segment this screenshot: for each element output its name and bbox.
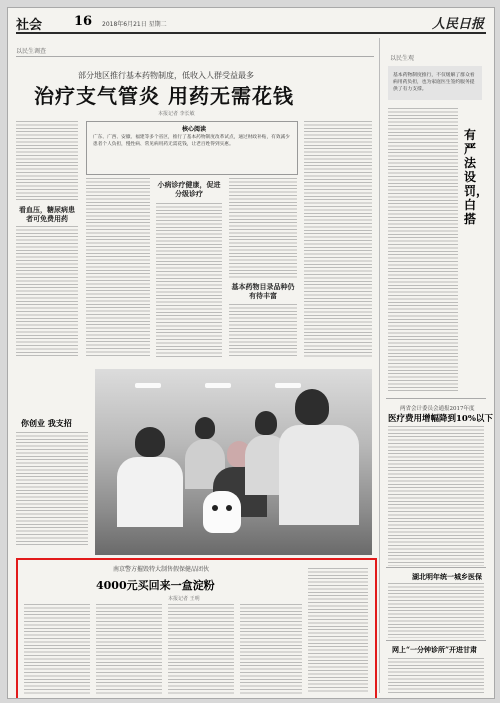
body-text <box>304 121 372 358</box>
left-column-tag: 以民生调查 <box>16 48 47 55</box>
section-head: 小病诊疗健康，促进分级诊疗 <box>157 180 221 198</box>
core-reading-text: 广东、广西、安徽、福建等多个省区，推行了基本药物制度改革试点，通过财政补贴，有效减少患者个人负担，慢性病、常见病用药无需花钱，让老百姓得到实惠。 <box>93 135 290 147</box>
divider <box>386 567 486 568</box>
column-divider <box>379 38 380 693</box>
body-text <box>156 203 222 358</box>
section-head: 基本药物目录品种仍有待丰富 <box>231 282 295 300</box>
person <box>255 411 277 435</box>
body-text <box>388 108 458 393</box>
divider <box>16 56 374 57</box>
body-text <box>16 432 88 547</box>
person <box>117 457 183 527</box>
article-headline: 治疗支气管炎 用药无需花钱 <box>34 84 294 108</box>
divider <box>386 640 486 641</box>
news-headline: 医疗费用增幅降到10%以下 <box>388 414 493 424</box>
body-text <box>240 604 302 694</box>
issue-date: 2018年6月21日 星期二 <box>102 21 167 28</box>
section-name: 社会 <box>16 18 43 33</box>
highlighted-article[interactable] <box>16 558 377 699</box>
article-byline: 本报记者 李长敏 <box>158 111 195 117</box>
body-text <box>388 583 484 638</box>
news-headline: 湖北明年统一城乡医保 <box>412 572 482 581</box>
body-text <box>168 604 234 694</box>
page-number: 16 <box>74 14 93 29</box>
body-text <box>24 604 90 694</box>
news-photo <box>95 369 372 555</box>
highlighted-article-headline: 4000元买回来一盒淀粉 <box>96 579 215 592</box>
article-subhead: 部分地区推行基本药物制度，低收入人群受益最多 <box>78 71 254 80</box>
news-headline: 网上“一分钟诊所”开进甘肃 <box>392 645 478 654</box>
section-head: 你创业 我支招 <box>21 418 72 428</box>
robot-eye <box>212 505 218 511</box>
highlighted-article-byline: 本报记者 王明 <box>168 596 200 602</box>
person <box>279 425 359 525</box>
newspaper-page <box>7 7 495 699</box>
news-subhead: 两省会计委员会通报2017年度 <box>400 406 475 412</box>
body-text <box>16 121 78 201</box>
core-reading-title: 核心阅读 <box>182 126 207 133</box>
body-text <box>229 178 297 278</box>
body-text <box>388 426 484 566</box>
robot-eye <box>226 505 232 511</box>
body-text <box>86 178 150 358</box>
newspaper-logo: 人民日报 <box>431 17 484 32</box>
ceiling-light <box>135 383 161 388</box>
body-text <box>96 604 162 694</box>
divider <box>386 398 486 399</box>
core-reading-box <box>86 121 298 175</box>
right-column-tag: 以民生观 <box>390 55 415 62</box>
opinion-headline: 有严法设罚，白搭 <box>464 128 489 226</box>
body-text <box>16 226 78 356</box>
body-text <box>388 658 484 694</box>
ceiling-light <box>275 383 301 388</box>
quote-text: 基本药物制度推行，不仅缓解了群众看病用药负担，也为家庭医生签约服务提供了有力支撑。 <box>393 73 475 92</box>
highlighted-article-tag: 南京警方摧毁特大制售假保健品团伙 <box>113 566 210 573</box>
section-head: 看血压，糖尿病患者可免费用药 <box>19 205 75 223</box>
robot <box>203 491 241 533</box>
person <box>135 427 165 457</box>
page-header <box>16 14 486 34</box>
person <box>295 389 329 425</box>
body-text <box>308 568 368 694</box>
body-text <box>229 304 297 358</box>
ceiling-light <box>205 383 231 388</box>
person <box>195 417 215 439</box>
quote-box <box>388 66 482 100</box>
